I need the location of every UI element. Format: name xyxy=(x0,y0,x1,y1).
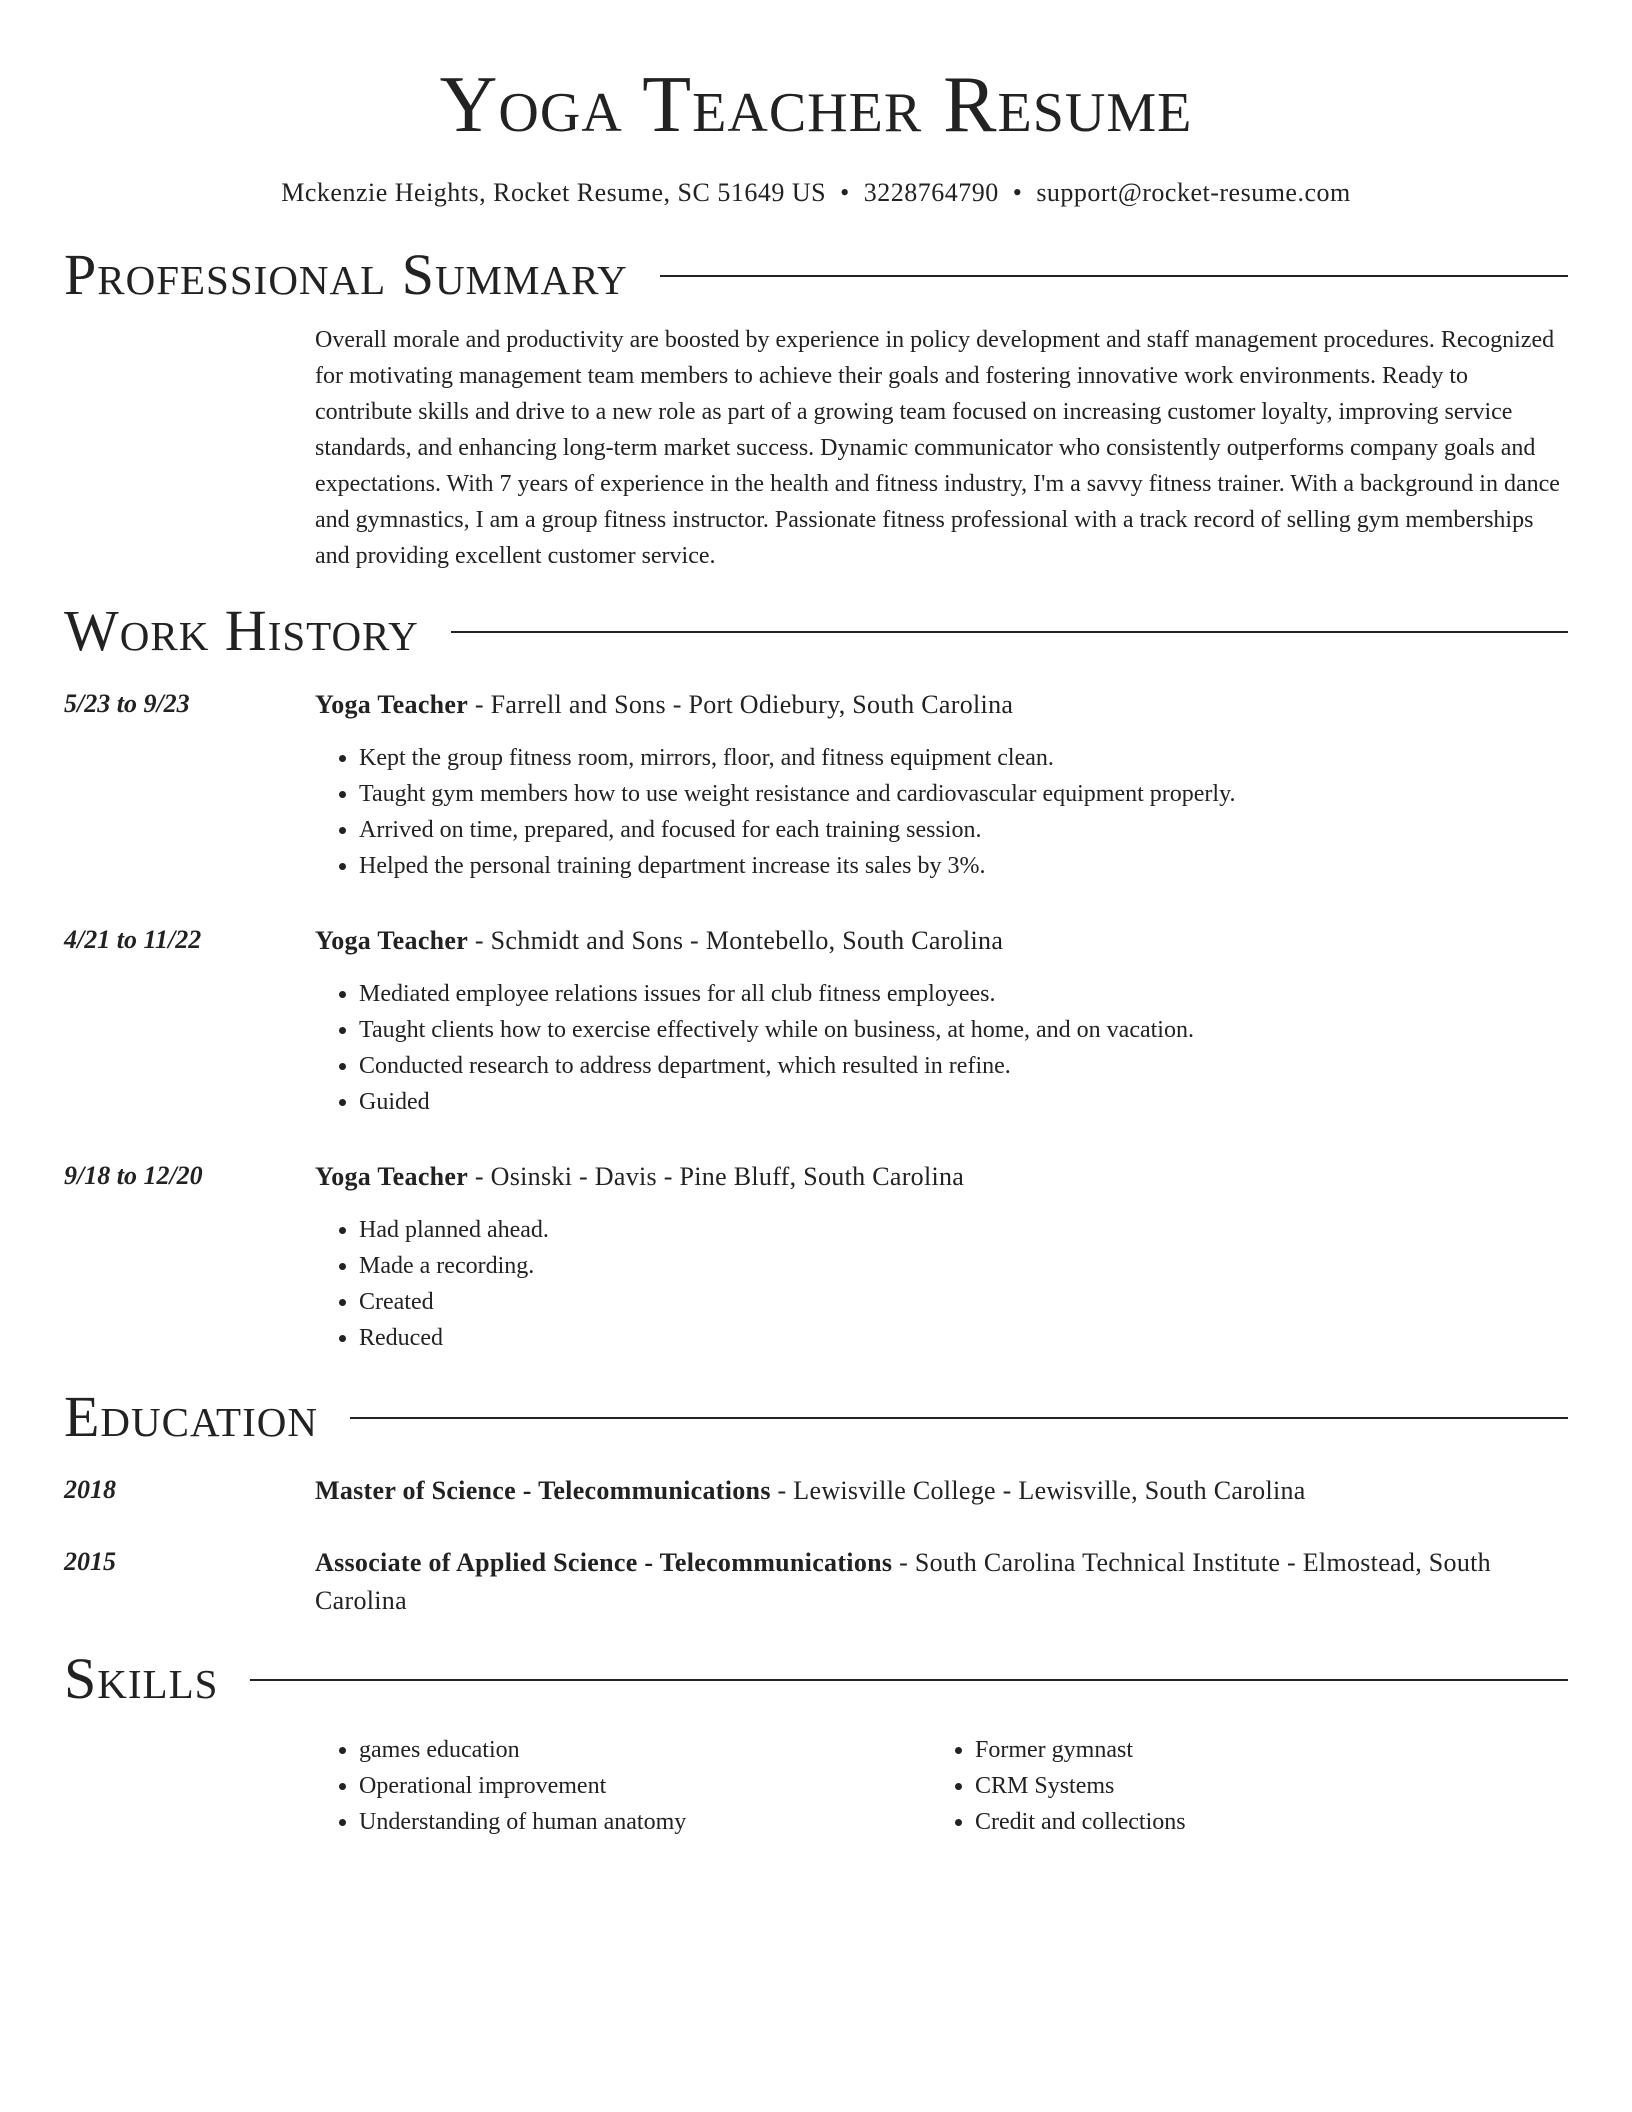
work-history-list xyxy=(64,686,1568,1356)
education-section-header xyxy=(64,1384,1568,1450)
job-title: Yoga Teacher xyxy=(315,690,469,719)
job-bullet: • Taught gym members how to use weight resistance and cardiovascular equipment properly. xyxy=(359,776,1568,812)
resume-title: Yoga Teacher Resume xyxy=(439,61,1193,149)
work-entry xyxy=(64,1158,1568,1356)
contact-address: Mckenzie Heights, Rocket Resume, SC 51649 US xyxy=(281,178,827,207)
contact-separator: • xyxy=(1012,178,1023,207)
job-bullet: • Conducted research to address department, which resulted in refine. xyxy=(359,1048,1568,1084)
job-details: - Osinski - Davis - Pine Bluff, South Carolina xyxy=(468,1162,965,1191)
contact-line xyxy=(64,176,1568,210)
work-heading: Work History xyxy=(64,598,419,663)
job-bullet: • Guided xyxy=(359,1084,1568,1120)
skill-item: • Credit and collections xyxy=(975,1804,1547,1840)
resume-page xyxy=(64,0,1568,1840)
education-details: - Lewisville College - Lewisville, South Carolina xyxy=(770,1476,1306,1505)
job-title: Yoga Teacher xyxy=(315,1162,469,1191)
education-details: - South Carolina Technical Institute - Elmostead, South Carolina xyxy=(315,1548,1491,1615)
job-bullet: • Helped the personal training department increase its sales by 3%. xyxy=(359,848,1568,884)
education-headline xyxy=(315,1472,1568,1510)
job-bullet: • Had planned ahead. xyxy=(359,1212,1568,1248)
skill-item: • Former gymnast xyxy=(975,1732,1547,1768)
section-divider xyxy=(250,1679,1568,1681)
job-headline xyxy=(315,686,1568,724)
skill-item: • Understanding of human anatomy xyxy=(359,1804,931,1840)
job-details: - Farrell and Sons - Port Odiebury, South Carolina xyxy=(468,690,1014,719)
section-divider xyxy=(451,631,1568,633)
contact-separator: • xyxy=(840,178,850,207)
section-divider xyxy=(660,275,1568,277)
skills-section-header xyxy=(64,1646,1568,1712)
skills-right-column xyxy=(931,1732,1547,1840)
education-year: 2015 xyxy=(64,1547,116,1576)
education-heading: Education xyxy=(64,1384,318,1449)
job-bullets xyxy=(315,1212,1568,1356)
job-bullet: • Made a recording. xyxy=(359,1248,1568,1284)
education-headline xyxy=(315,1544,1568,1620)
job-dates: 9/18 to 12/20 xyxy=(64,1161,203,1190)
summary-heading: Professional Summary xyxy=(64,242,628,307)
job-dates: 4/21 to 11/22 xyxy=(64,925,202,954)
job-bullets xyxy=(315,740,1568,884)
job-dates: 5/23 to 9/23 xyxy=(64,689,190,718)
skill-item: • games education xyxy=(359,1732,931,1768)
education-list xyxy=(64,1472,1568,1620)
education-year: 2018 xyxy=(64,1475,116,1504)
work-entry xyxy=(64,922,1568,1120)
skills-columns xyxy=(315,1732,1568,1840)
contact-phone: 3228764790 xyxy=(863,178,999,207)
job-bullet: • Arrived on time, prepared, and focused for each training session. xyxy=(359,812,1568,848)
skill-item: • Operational improvement xyxy=(359,1768,931,1804)
job-title: Yoga Teacher xyxy=(315,926,469,955)
job-bullet: • Kept the group fitness room, mirrors, floor, and fitness equipment clean. xyxy=(359,740,1568,776)
skills-heading: Skills xyxy=(64,1646,219,1711)
job-bullet: • Created xyxy=(359,1284,1568,1320)
job-bullets xyxy=(315,976,1568,1120)
job-details: - Schmidt and Sons - Montebello, South Carolina xyxy=(468,926,1004,955)
education-degree: Associate of Applied Science - Telecommunications xyxy=(315,1548,893,1577)
contact-email: support@rocket-resume.com xyxy=(1036,178,1351,207)
summary-section-header xyxy=(64,242,1568,308)
skills-left-column xyxy=(315,1732,931,1840)
section-divider xyxy=(350,1417,1568,1419)
job-bullet: • Reduced xyxy=(359,1320,1568,1356)
work-section-header xyxy=(64,598,1568,664)
job-bullet: • Taught clients how to exercise effectively while on business, at home, and on vacation. xyxy=(359,1012,1568,1048)
work-entry xyxy=(64,686,1568,884)
job-headline xyxy=(315,1158,1568,1196)
job-bullet: • Mediated employee relations issues for all club fitness employees. xyxy=(359,976,1568,1012)
education-entry xyxy=(64,1544,1568,1620)
summary-text: Overall morale and productivity are boosted by experience in policy development and staff management procedures. Recognized for motivating management team members to achieve their goals and fostering innovative work environments. Ready to contribute skills and drive to a new role as part of a growing team focused on increasing customer loyalty, improving service standards, and enhancing long-term market success. Dynamic communicator who consistently outperforms company goals and expectations. With 7 years of experience in the health and fitness industry, I'm a savvy fitness trainer. With a background in dance and gymnastics, I am a group fitness instructor. Passionate fitness professional with a track record of selling gym memberships and providing excellent customer service. xyxy=(315,327,1560,569)
job-headline xyxy=(315,922,1568,960)
education-degree: Master of Science - Telecommunications xyxy=(315,1476,771,1505)
education-entry xyxy=(64,1472,1568,1510)
skill-item: • CRM Systems xyxy=(975,1768,1547,1804)
